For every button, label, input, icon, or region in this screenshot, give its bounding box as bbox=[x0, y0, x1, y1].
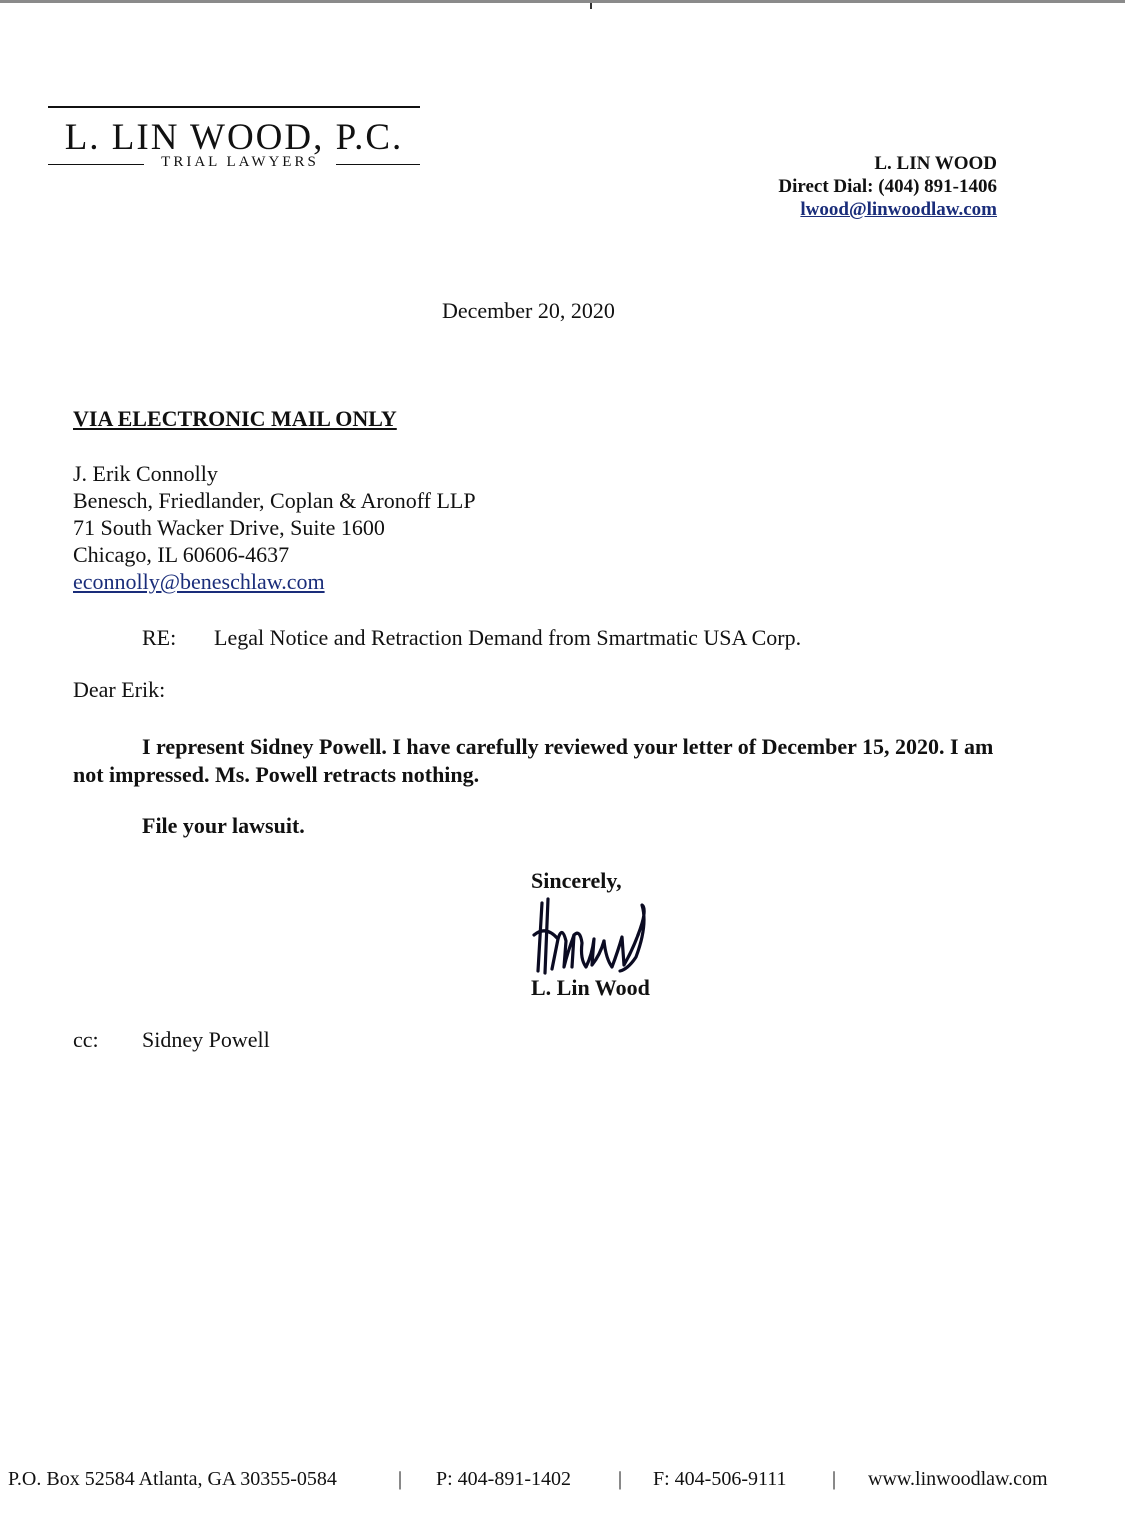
closing: Sincerely, bbox=[531, 868, 622, 893]
firm-name: L. LIN WOOD, P.C. bbox=[64, 117, 404, 158]
letter-date: December 20, 2020 bbox=[442, 298, 615, 323]
footer-address: P.O. Box 52584 Atlanta, GA 30355-0584 bbox=[8, 1468, 337, 1490]
footer-separator: | bbox=[398, 1468, 403, 1490]
recipient-email-link[interactable]: econnolly@beneschlaw.com bbox=[73, 569, 325, 594]
re-label: RE: bbox=[142, 625, 177, 650]
logo-left-rule bbox=[48, 164, 144, 165]
re-subject: Legal Notice and Retraction Demand from Smartmatic USA Corp. bbox=[214, 625, 802, 650]
body-paragraph-1: I represent Sidney Powell. I have carefully reviewed your letter of December 15, 2020. I am not impressed. Ms. Powell retracts nothing. bbox=[73, 734, 994, 787]
recipient-block bbox=[73, 460, 476, 595]
signer-name: L. Lin Wood bbox=[531, 975, 650, 1000]
logo-right-rule bbox=[336, 164, 420, 165]
recipient-address-line1: 71 South Wacker Drive, Suite 1600 bbox=[73, 515, 385, 540]
recipient-firm: Benesch, Friedlander, Coplan & Aronoff LLP bbox=[73, 488, 476, 513]
body-paragraph-2: File your lawsuit. bbox=[142, 813, 305, 838]
recipient-address-line2: Chicago, IL 60606-4637 bbox=[73, 542, 290, 567]
footer-separator: | bbox=[618, 1468, 623, 1490]
sender-name: L. LIN WOOD bbox=[874, 153, 997, 174]
cc-name: Sidney Powell bbox=[142, 1027, 270, 1052]
footer-phone: P: 404-891-1402 bbox=[436, 1468, 571, 1490]
footer-website-link[interactable]: www.linwoodlaw.com bbox=[868, 1468, 1048, 1490]
sender-direct-dial: Direct Dial: (404) 891-1406 bbox=[778, 176, 997, 197]
sender-email-link[interactable]: lwood@linwoodlaw.com bbox=[800, 199, 997, 220]
scan-mark bbox=[590, 3, 592, 9]
firm-tagline: TRIAL LAWYERS bbox=[161, 154, 319, 170]
recipient-name: J. Erik Connolly bbox=[73, 461, 218, 486]
page-top-edge bbox=[0, 0, 1125, 3]
sender-block bbox=[778, 152, 997, 221]
cc-label: cc: bbox=[73, 1027, 99, 1052]
footer-separator: | bbox=[832, 1468, 837, 1490]
logo-top-rule bbox=[48, 106, 420, 108]
salutation: Dear Erik: bbox=[73, 677, 166, 702]
handwritten-signature bbox=[528, 895, 658, 977]
delivery-method: VIA ELECTRONIC MAIL ONLY bbox=[73, 406, 397, 431]
footer-fax: F: 404-506-9111 bbox=[653, 1468, 787, 1490]
letterhead-logo bbox=[48, 106, 420, 170]
